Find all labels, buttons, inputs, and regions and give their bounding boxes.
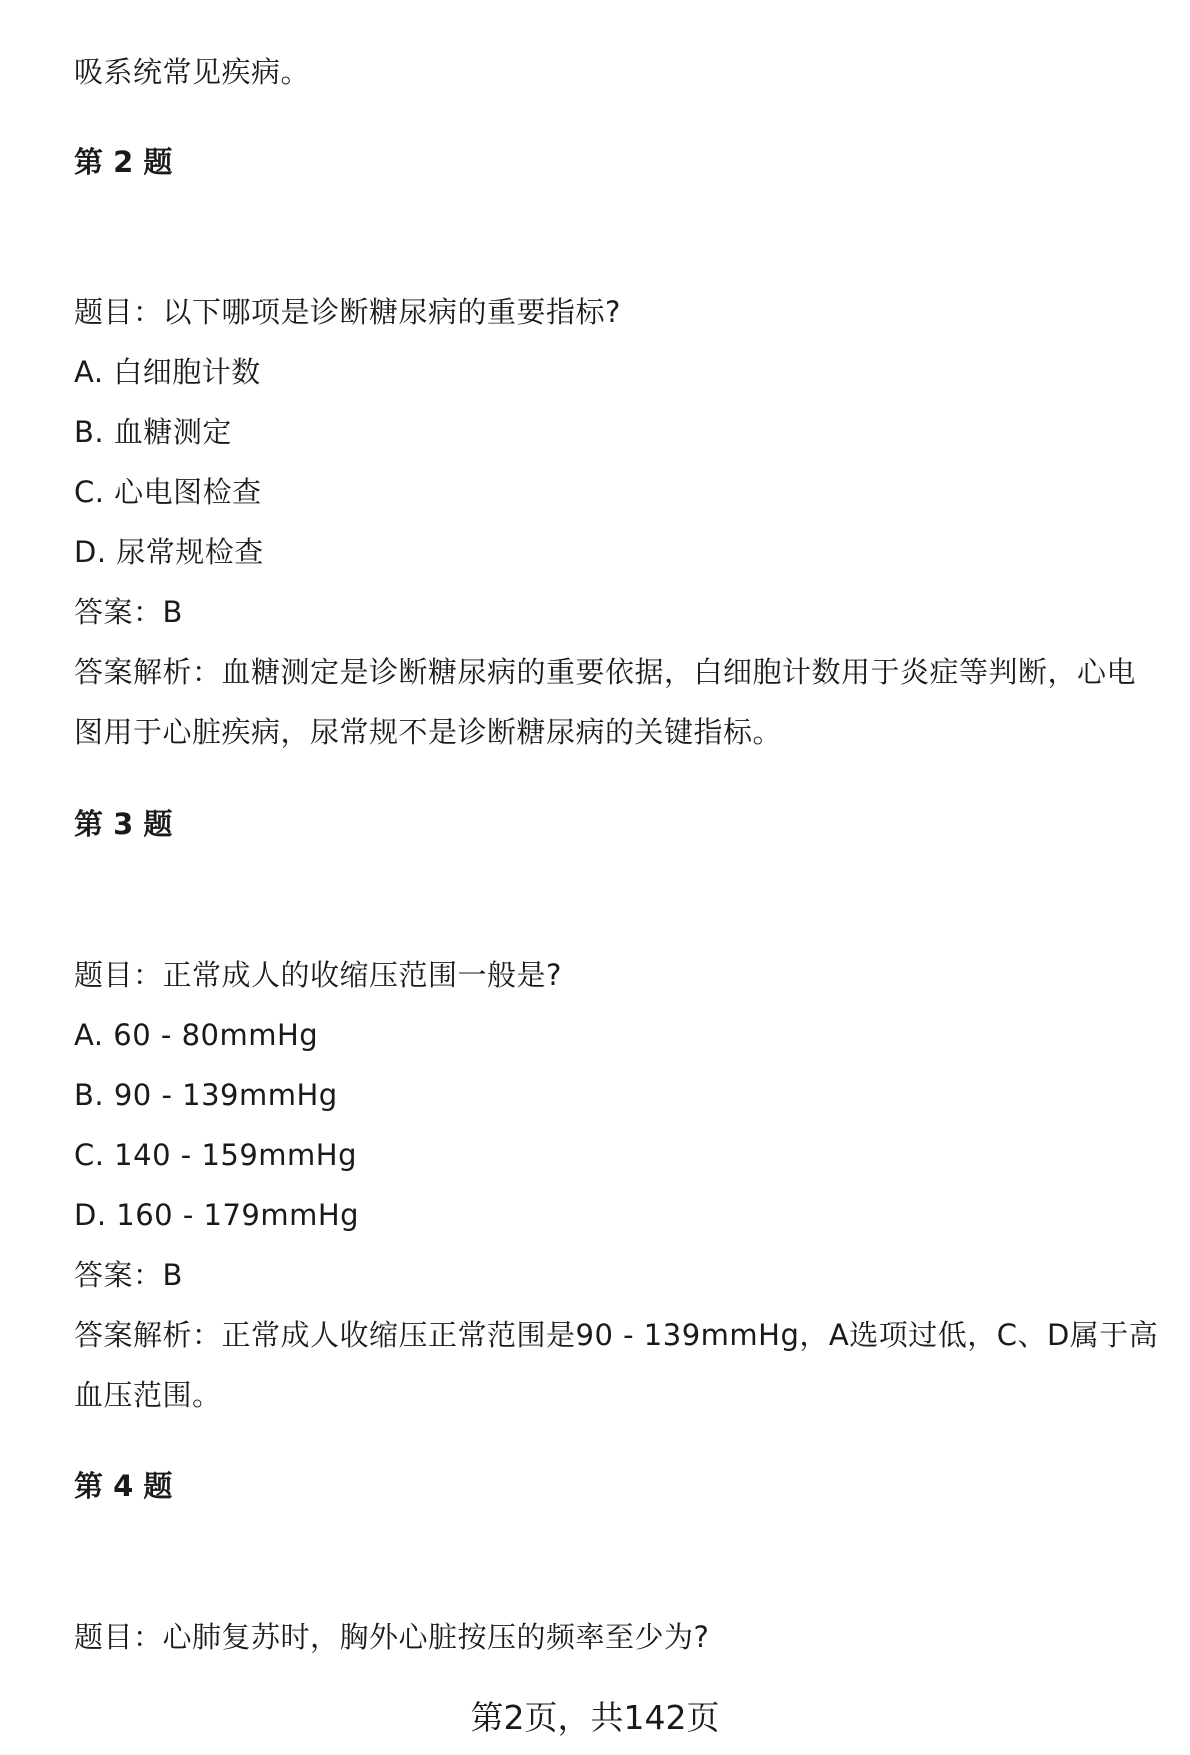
question-2-option-a: A. 白细胞计数 xyxy=(74,355,261,389)
question-3-answer: 答案：B xyxy=(74,1258,183,1292)
question-2-answer: 答案：B xyxy=(74,595,183,629)
question-1-analysis-tail: 吸系统常见疾病。 xyxy=(74,55,311,89)
question-2-option-b: B. 血糖测定 xyxy=(74,415,232,449)
question-4-text: 题目：心肺复苏时，胸外心脏按压的频率至少为? xyxy=(74,1620,710,1654)
question-2-option-c: C. 心电图检查 xyxy=(74,475,262,509)
page-indicator: 第2页，共142页 xyxy=(470,1698,720,1737)
question-3-option-d: D. 160 - 179mmHg xyxy=(74,1198,360,1232)
question-4-heading: 第 4 题 xyxy=(74,1469,173,1503)
question-3-option-b: B. 90 - 139mmHg xyxy=(74,1078,338,1112)
question-2-option-d: D. 尿常规检查 xyxy=(74,535,264,569)
question-2-analysis-line-2: 图用于心脏疾病，尿常规不是诊断糖尿病的关键指标。 xyxy=(74,715,783,749)
question-2-heading: 第 2 题 xyxy=(74,145,173,179)
question-3-analysis-line-1: 答案解析：正常成人收缩压正常范围是90 - 139mmHg，A选项过低，C、D属于高 xyxy=(74,1318,1159,1352)
question-3-option-c: C. 140 - 159mmHg xyxy=(74,1138,358,1172)
question-3-option-a: A. 60 - 80mmHg xyxy=(74,1018,319,1052)
question-2-text: 题目：以下哪项是诊断糖尿病的重要指标? xyxy=(74,295,621,329)
question-2-analysis-line-1: 答案解析：血糖测定是诊断糖尿病的重要依据，白细胞计数用于炎症等判断，心电 xyxy=(74,655,1137,689)
question-3-text: 题目：正常成人的收缩压范围一般是? xyxy=(74,958,562,992)
question-3-heading: 第 3 题 xyxy=(74,807,173,841)
question-3-analysis-line-2: 血压范围。 xyxy=(74,1378,222,1412)
